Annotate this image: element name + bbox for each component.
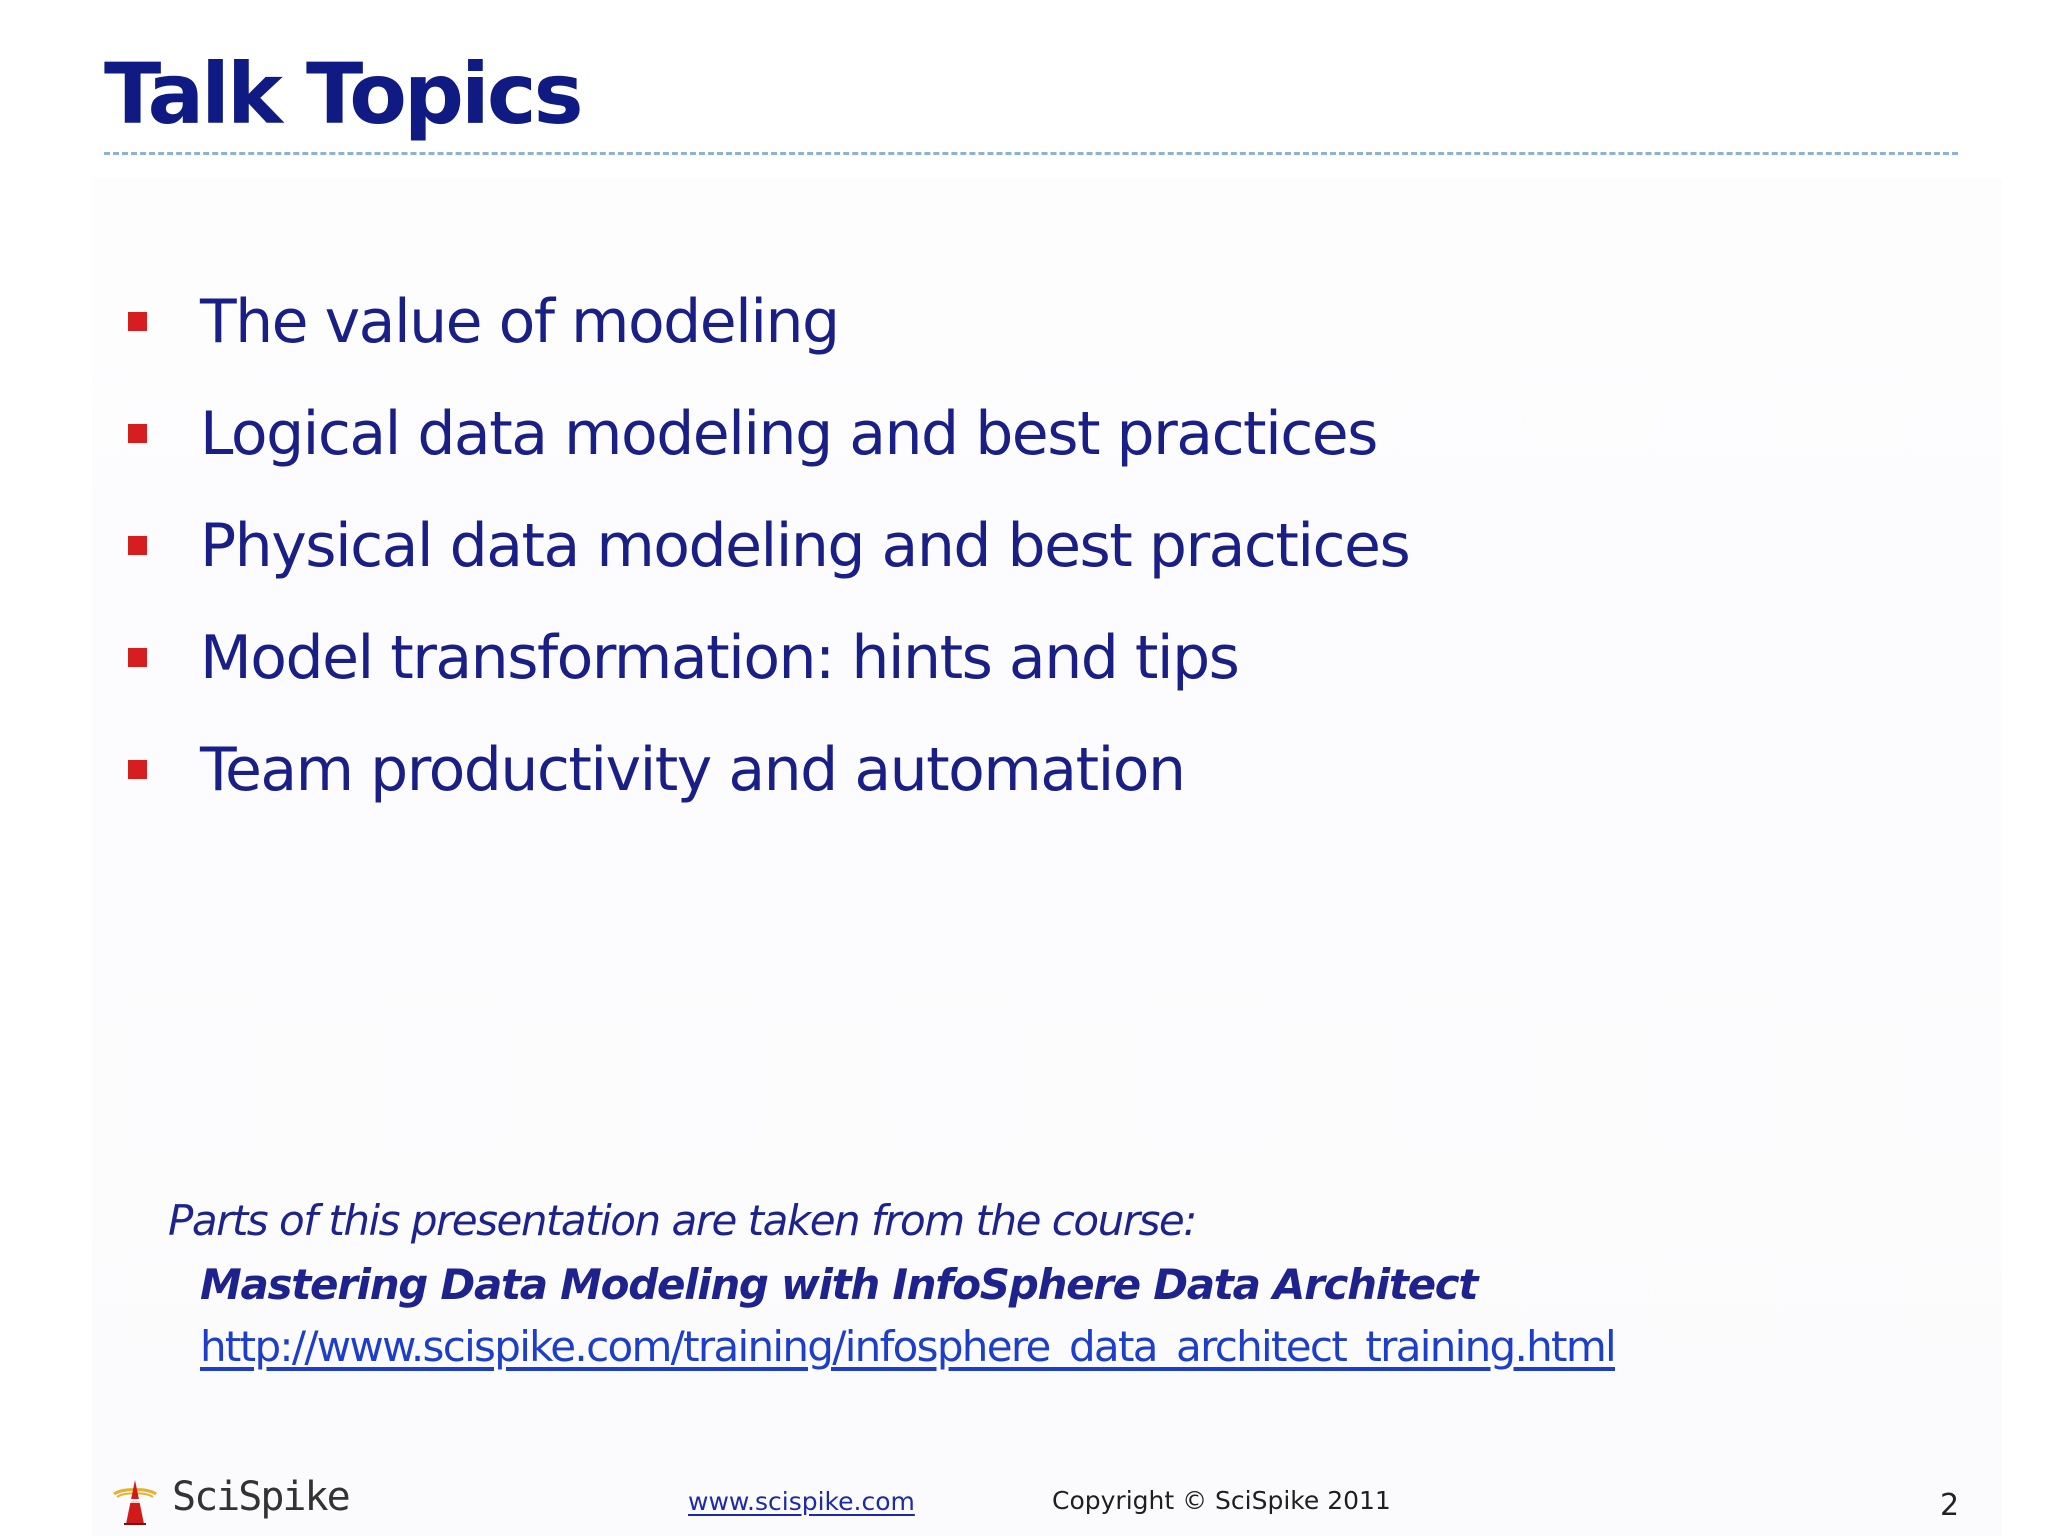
topic-label: Model transformation: hints and tips: [200, 623, 1239, 693]
red-square-bullet-icon: [128, 760, 147, 779]
page-number: 2: [1940, 1488, 1960, 1523]
title-divider: [104, 152, 1958, 155]
course-link[interactable]: http://www.scispike.com/training/infosphere_data_architect_training.html: [200, 1322, 1616, 1371]
scispike-logo: [106, 1472, 349, 1530]
slide-footer: [0, 1450, 2048, 1536]
course-title: Mastering Data Modeling with InfoSphere Data Architect: [200, 1260, 1478, 1309]
website-link[interactable]: www.scispike.com: [688, 1487, 915, 1516]
slide-title: Talk Topics: [104, 45, 581, 143]
red-square-bullet-icon: [128, 536, 147, 555]
red-square-bullet-icon: [128, 648, 147, 667]
course-source-note: Parts of this presentation are taken from the course:: [168, 1196, 1196, 1245]
scispike-logo-icon: [106, 1472, 164, 1530]
logo-text: SciSpike: [172, 1474, 349, 1520]
topic-label: The value of modeling: [200, 287, 839, 357]
topic-label: Team productivity and automation: [200, 735, 1185, 805]
topic-label: Physical data modeling and best practices: [200, 511, 1410, 581]
red-square-bullet-icon: [128, 424, 147, 443]
red-square-bullet-icon: [128, 312, 147, 331]
topic-label: Logical data modeling and best practices: [200, 399, 1377, 469]
copyright-text: Copyright © SciSpike 2011: [1052, 1486, 1391, 1515]
